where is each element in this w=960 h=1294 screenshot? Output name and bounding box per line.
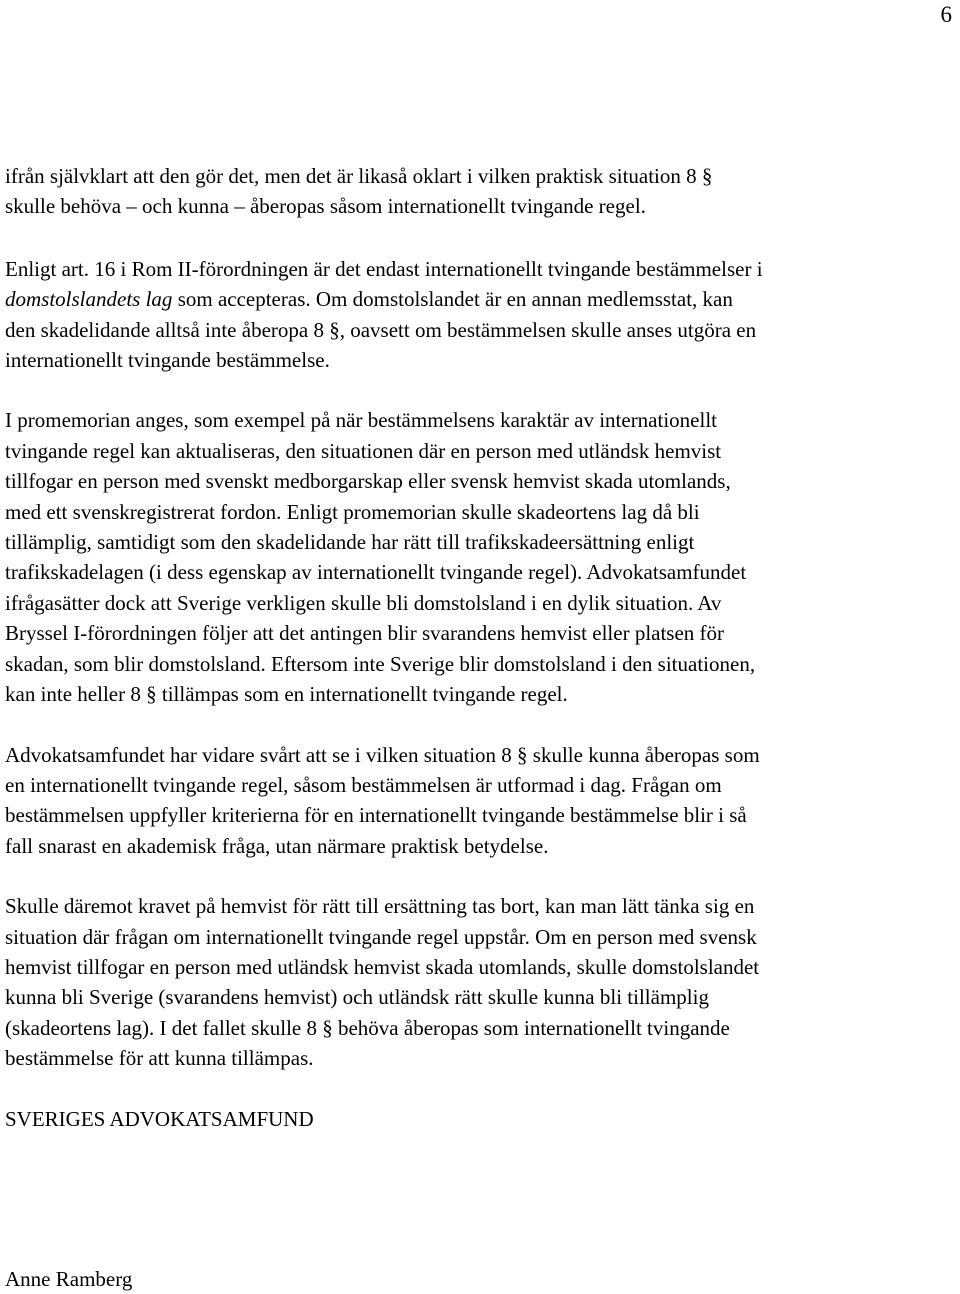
organization-name [5,1104,953,1134]
text-line: SVERIGES ADVOKATSAMFUND [5,1106,314,1131]
text-line: bestämmelse för att kunna tillämpas. [5,1046,314,1071]
text-line: Skulle däremot kravet på hemvist för rätt till ersättning tas bort, kan man lätt tänka sig en [5,894,755,919]
text-line: bestämmelsen uppfyller kriterierna för en internationellt tvingande bestämmelse blir i så [5,803,747,828]
text-line: tillämplig, samtidigt som den skadelidande har rätt till trafikskadeersättning enligt [5,530,695,555]
text-line: Bryssel I-förordningen följer att det antingen blir svarandens hemvist eller platsen för [5,621,725,646]
text-line: ifrån självklart att den gör det, men det är likaså oklart i vilken praktisk situation 8 § [5,164,713,188]
paragraph-2 [5,254,953,376]
text-line: ifrågasätter dock att Sverige verkligen skulle bli domstolsland i en dylik situation. Av [5,590,722,615]
signature-name: Anne Ramberg [5,1266,133,1291]
text-line: skulle behöva – och kunna – åberopas såsom internationellt tvingande regel. [5,194,646,219]
paragraph-5 [5,891,953,1073]
text-line: Enligt art. 16 i Rom II-förordningen är det endast internationellt tvingande bestämmelser i [5,256,763,281]
text-line: Advokatsamfundet har vidare svårt att se i vilken situation 8 § skulle kunna åberopas som [5,742,760,767]
text-run: som accepteras. Om domstolslandet är en annan medlemsstat, kan [172,287,733,312]
page-number: 6 [940,2,952,27]
text-line: med ett svenskregistrerat fordon. Enligt promemorian skulle skadeortens lag då bli [5,499,700,524]
text-line: skadan, som blir domstolsland. Eftersom inte Sverige blir domstolsland i den situationen, [5,651,756,676]
text-line: kan inte heller 8 § tillämpas som en internationellt tvingande regel. [5,682,568,707]
text-line: fall snarast en akademisk fråga, utan närmare praktisk betydelse. [5,833,549,858]
text-line: den skadelidande alltså inte åberopa 8 §, oavsett om bestämmelsen skulle anses utgöra en [5,317,757,342]
paragraph-3 [5,405,953,709]
paragraph-1 [5,161,953,222]
text-line: tillfogar en person med svenskt medborgarskap eller svensk hemvist skada utomlands, [5,469,731,494]
text-line: internationellt tvingande bestämmelse. [5,348,330,373]
document-body [5,161,953,1294]
text-line: situation där frågan om internationellt tvingande regel uppstår. Om en person med svensk [5,924,757,949]
text-line: (skadeortens lag). I det fallet skulle 8 § behöva åberopas som internationellt tvingande [5,1015,730,1040]
text-line: I promemorian anges, som exempel på när bestämmelsens karaktär av internationellt [5,408,718,433]
text-line: trafikskadelagen (i dess egenskap av internationellt tvingande regel). Advokatsamfundet [5,560,747,585]
text-line: tvingande regel kan aktualiseras, den situationen där en person med utländsk hemvist [5,438,722,463]
text-line: hemvist tillfogar en person med utländsk hemvist skada utomlands, skulle domstolslandet [5,954,760,979]
paragraph-4 [5,740,953,862]
text-line: kunna bli Sverige (svarandens hemvist) och utländsk rätt skulle kunna bli tillämplig [5,985,709,1010]
text-line [5,284,953,314]
text-line: en internationellt tvingande regel, såsom bestämmelsen är utformad i dag. Frågan om [5,772,722,797]
italic-term: domstolslandets lag [5,287,173,312]
